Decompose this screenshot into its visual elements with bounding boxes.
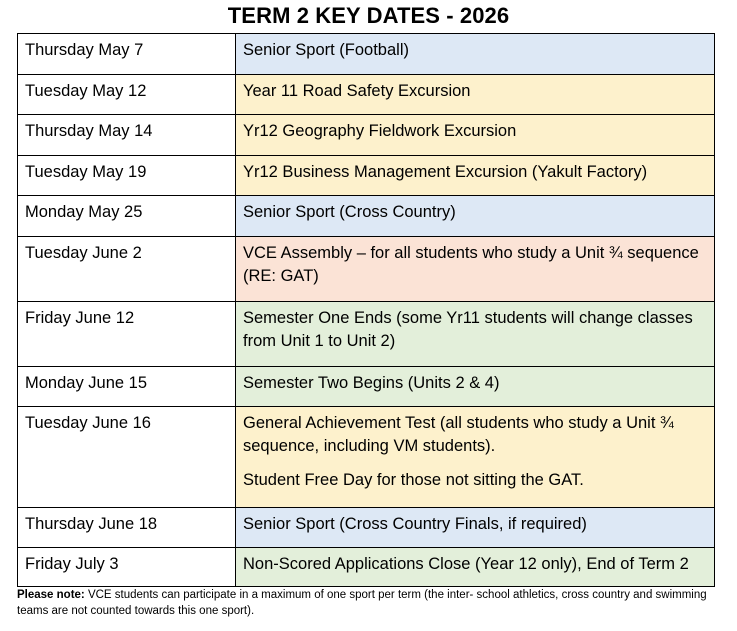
table-row	[18, 237, 715, 302]
event-cell	[236, 548, 715, 587]
footnote-text: VCE students can participate in a maximum of one sport per term (the inter- school athletics, cross country and swimming teams are not counted towards this one sport).	[17, 589, 707, 617]
event-cell	[236, 75, 715, 115]
table-row	[18, 156, 715, 196]
event-text: Yr12 Geography Fieldwork Excursion	[243, 122, 517, 140]
table-row	[18, 508, 715, 548]
date-cell: Thursday May 7	[18, 34, 236, 75]
event-text: Semester Two Begins (Units 2 & 4)	[243, 374, 500, 392]
date-cell: Tuesday May 19	[18, 156, 236, 196]
event-cell	[236, 367, 715, 407]
table-row	[18, 548, 715, 587]
event-text: Year 11 Road Safety Excursion	[243, 82, 471, 100]
event-cell	[236, 115, 715, 156]
event-text: Semester One Ends (some Yr11 students will change classes from Unit 1 to Unit 2)	[243, 309, 693, 350]
event-cell	[236, 156, 715, 196]
event-text: General Achievement Test (all students who study a Unit ¾ sequence, including VM students).	[243, 414, 674, 455]
table-row	[18, 367, 715, 407]
event-cell	[236, 302, 715, 367]
event-text: Senior Sport (Football)	[243, 41, 409, 59]
table-row	[18, 407, 715, 508]
date-cell: Friday June 12	[18, 302, 236, 367]
event-cell	[236, 407, 715, 508]
event-text: Senior Sport (Cross Country)	[243, 203, 456, 221]
date-cell: Tuesday June 16	[18, 407, 236, 508]
event-text: VCE Assembly – for all students who study a Unit ¾ sequence (RE: GAT)	[243, 244, 699, 285]
event-text: Student Free Day for those not sitting the GAT.	[243, 471, 584, 489]
table-row	[18, 115, 715, 156]
table-row	[18, 75, 715, 115]
footnote	[17, 587, 717, 619]
footnote-label: Please note:	[17, 589, 85, 601]
table-row	[18, 34, 715, 75]
date-cell: Tuesday June 2	[18, 237, 236, 302]
date-cell: Friday July 3	[18, 548, 236, 587]
date-cell: Thursday May 14	[18, 115, 236, 156]
event-cell	[236, 508, 715, 548]
event-text: Yr12 Business Management Excursion (Yakult Factory)	[243, 163, 648, 181]
date-cell: Thursday June 18	[18, 508, 236, 548]
table-row	[18, 196, 715, 237]
page-title: TERM 2 KEY DATES - 2026	[227, 3, 510, 28]
event-cell	[236, 196, 715, 237]
date-cell: Tuesday May 12	[18, 75, 236, 115]
event-cell	[236, 237, 715, 302]
event-text: Senior Sport (Cross Country Finals, if required)	[243, 515, 587, 533]
event-cell	[236, 34, 715, 75]
table-row	[18, 302, 715, 367]
date-cell: Monday May 25	[18, 196, 236, 237]
date-cell: Monday June 15	[18, 367, 236, 407]
event-text: Non-Scored Applications Close (Year 12 only), End of Term 2	[243, 555, 689, 573]
key-dates-table	[17, 33, 715, 587]
